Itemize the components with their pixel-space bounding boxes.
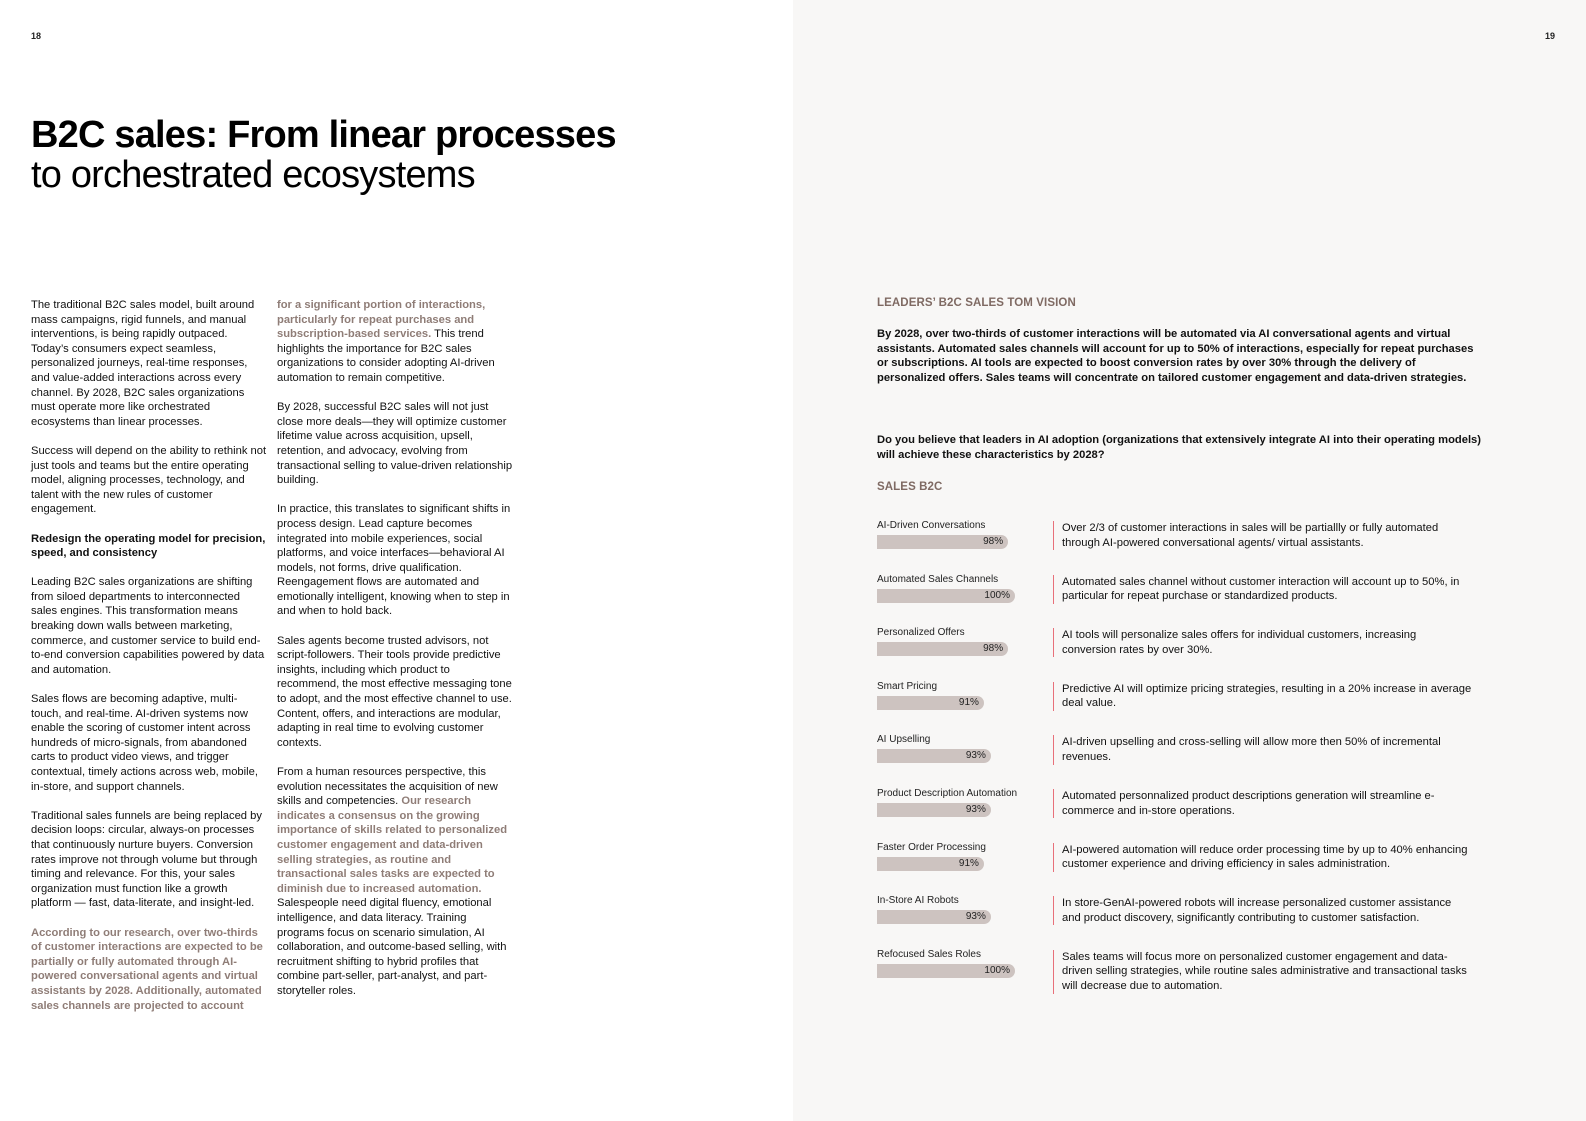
paragraph <box>277 298 513 386</box>
body-text: From a human resources perspective, this evolution necessitates the acquisition of new skills and competencies. <box>277 766 498 808</box>
bar-value-label: 93% <box>965 750 986 762</box>
subheading: Redesign the operating model for precision, speed, and consistency <box>31 532 266 560</box>
row-description: Predictive AI will optimize pricing strategies, resulting in a 20% increase in average deal value. <box>1053 682 1473 711</box>
bar-value-label: 91% <box>958 857 979 869</box>
category-label: Product Description Automation <box>877 787 1018 799</box>
body-text: Salespeople need digital fluency, emotional intelligence, and data literacy. Training programs focus on scenario simulation, AI collaboration, and outcome-based selling, with recruitment shifting to hybrid profiles that combine part-seller, part-analyst, and part-storyteller roles. <box>277 897 507 997</box>
row-description: AI tools will personalize sales offers for individual customers, increasing conversion rates by over 30%. <box>1053 628 1473 657</box>
paragraph: Success will depend on the ability to rethink not just tools and teams but the entire operating model, aligning processes, technology, and talent with the new rules of customer engagement. <box>31 444 267 516</box>
bar-chart <box>877 520 1497 1002</box>
highlight-text: for a significant portion of interactions, particularly for repeat purchases and subscription-based services. <box>277 299 486 341</box>
bar-value-label: 100% <box>984 589 1010 601</box>
page-title <box>31 115 616 195</box>
row-description: Over 2/3 of customer interactions in sales will be partiallly or fully automated through AI-powered conversational agents/ virtual assistants. <box>1053 521 1473 550</box>
chart-row <box>877 949 1497 1003</box>
bar-value-label: 91% <box>958 696 979 708</box>
page-number: 18 <box>31 31 42 41</box>
chart-row <box>877 734 1497 788</box>
row-description: Sales teams will focus more on personalized customer engagement and data-driven selling strategies, while routine sales administrative and transactional tasks will decrease due to automation. <box>1053 950 1473 994</box>
category-label: AI Upselling <box>877 734 931 746</box>
bar-value-label: 93% <box>965 803 986 815</box>
bar <box>877 535 1008 549</box>
paragraph: The traditional B2C sales model, built around mass campaigns, rigid funnels, and manual interventions, is being rapidly outpaced. Today’s consumers expect seamless, personalized journeys, real-time responses, and value-added interactions across every channel. By 2028, B2C sales organizations must operate more like orchestrated ecosystems than linear processes. <box>31 299 255 428</box>
paragraph: In practice, this translates to significant shifts in process design. Lead capture becomes integrated into mobile experiences, social platforms, and voice interfaces—behavioral AI models, not forms, drive qualification. Reengagement flows are automated and emotionally intelligent, knowing when to step in and when to hold back. <box>277 503 511 618</box>
bar <box>877 857 984 871</box>
bar-value-label: 98% <box>983 536 1004 547</box>
chart-row <box>877 895 1497 949</box>
category-label: Smart Pricing <box>877 680 938 692</box>
category-label: In-Store AI Robots <box>877 895 959 907</box>
paragraph: Leading B2C sales organizations are shifting from siloed departments to interconnected sales engines. This transformation means breaking down walls between marketing, commerce, and customer service to build end-to-end conversion capabilities powered by data and automation. <box>31 576 265 676</box>
body-column-1 <box>31 298 267 1028</box>
survey-question: Do you believe that leaders in AI adoption (organizations that extensively integrate AI into their operating models) will achieve these characteristics by 2028? <box>877 434 1482 461</box>
bar <box>877 589 1015 603</box>
bar <box>877 910 991 924</box>
section-label: SALES B2C <box>877 481 943 493</box>
title-bold: B2C sales: From linear processes <box>31 114 616 156</box>
highlight-paragraph: According to our research, over two-thirds of customer interactions are expected to be partially or fully automated through AI-powered conversational agents and virtual assistants by 2028. Additionally, automated sales channels are projected to account <box>31 926 263 1012</box>
category-label: Refocused Sales Roles <box>877 948 981 960</box>
chart-row <box>877 520 1497 574</box>
category-label: AI-Driven Conversations <box>877 520 986 531</box>
bar-value-label: 100% <box>984 964 1010 976</box>
chart-row <box>877 788 1497 842</box>
paragraph: Sales flows are becoming adaptive, multi-touch, and real-time. AI-driven systems now enable the scoring of customer intent across hundreds of micro-signals, from abandoned carts to product video views, and trigger contextual, timely actions across web, mobile, in-store, and support channels. <box>31 693 258 793</box>
vision-heading: LEADERS’ B2C SALES TOM VISION <box>877 297 1076 309</box>
right-page <box>793 0 1586 1121</box>
bar <box>877 803 991 817</box>
category-label: Personalized Offers <box>877 627 965 639</box>
chart-row <box>877 842 1497 896</box>
row-description: Automated sales channel without customer interaction will account up to 50%, in particular for repeat purchase or standardized products. <box>1053 575 1473 604</box>
row-description: Automated personnalized product descriptions generation will streamline e-commerce and in-store operations. <box>1053 789 1473 818</box>
body-text: This trend highlights the importance for B2C sales organizations to consider adopting AI-driven automation to remain competitive. <box>277 328 495 384</box>
bar <box>877 642 1008 656</box>
title-light: to orchestrated ecosystems <box>31 154 475 196</box>
paragraph <box>277 765 513 999</box>
body-column-2 <box>277 298 513 1013</box>
bar <box>877 696 984 710</box>
chart-row <box>877 627 1497 681</box>
category-label: Automated Sales Channels <box>877 573 999 585</box>
paragraph: Sales agents become trusted advisors, not script-followers. Their tools provide predictive insights, including which product to recommend, the most effective messaging tone to adopt, and the most effective channel to use. Content, offers, and interactions are modular, adapting in real time to evolving customer contexts. <box>277 634 512 749</box>
bar-value-label: 98% <box>983 643 1004 655</box>
row-description: AI-powered automation will reduce order processing time by up to 40% enhancing customer experience and driving efficiency in sales administration. <box>1053 843 1473 872</box>
chart-row <box>877 681 1497 735</box>
category-label: Faster Order Processing <box>877 841 986 853</box>
highlight-text: Our research indicates a consensus on the growing importance of skills related to personalized customer engagement and data-driven selling strategies, as routine and transactional sales tasks are expected to diminish due to increased automation. <box>277 795 508 895</box>
page-number: 19 <box>1544 31 1555 41</box>
chart-row <box>877 574 1497 628</box>
paragraph: By 2028, successful B2C sales will not just close more deals—they will optimize customer lifetime value across acquisition, upsell, retention, and advocacy, evolving from transactional selling to value-driven relationship building. <box>277 401 513 487</box>
bar-value-label: 93% <box>965 911 986 923</box>
vision-text: By 2028, over two-thirds of customer interactions will be automated via AI conversational agents and virtual assistants. Automated sales channels will account for up to 50% of interactions, especially for repeat purchases or subscriptions. AI tools are expected to boost conversion rates by over 30% through the delivery of personalized offers. Sales teams will concentrate on tailored customer engagement and data-driven strategies. <box>877 328 1474 384</box>
bar <box>877 964 1015 978</box>
paragraph: Traditional sales funnels are being replaced by decision loops: circular, always-on processes that continuously nurture buyers. Conversion rates improve not through volume but through timing and relevance. For this, your sales organization must function like a growth platform — fast, data-literate, and insight-led. <box>31 809 262 910</box>
row-description: AI-driven upselling and cross-selling will allow more then 50% of incremental revenues. <box>1053 735 1473 764</box>
row-description: In store-GenAI-powered robots will increase personalized customer assistance and product discovery, significantly contributing to customer satisfaction. <box>1053 896 1473 925</box>
bar <box>877 749 991 763</box>
